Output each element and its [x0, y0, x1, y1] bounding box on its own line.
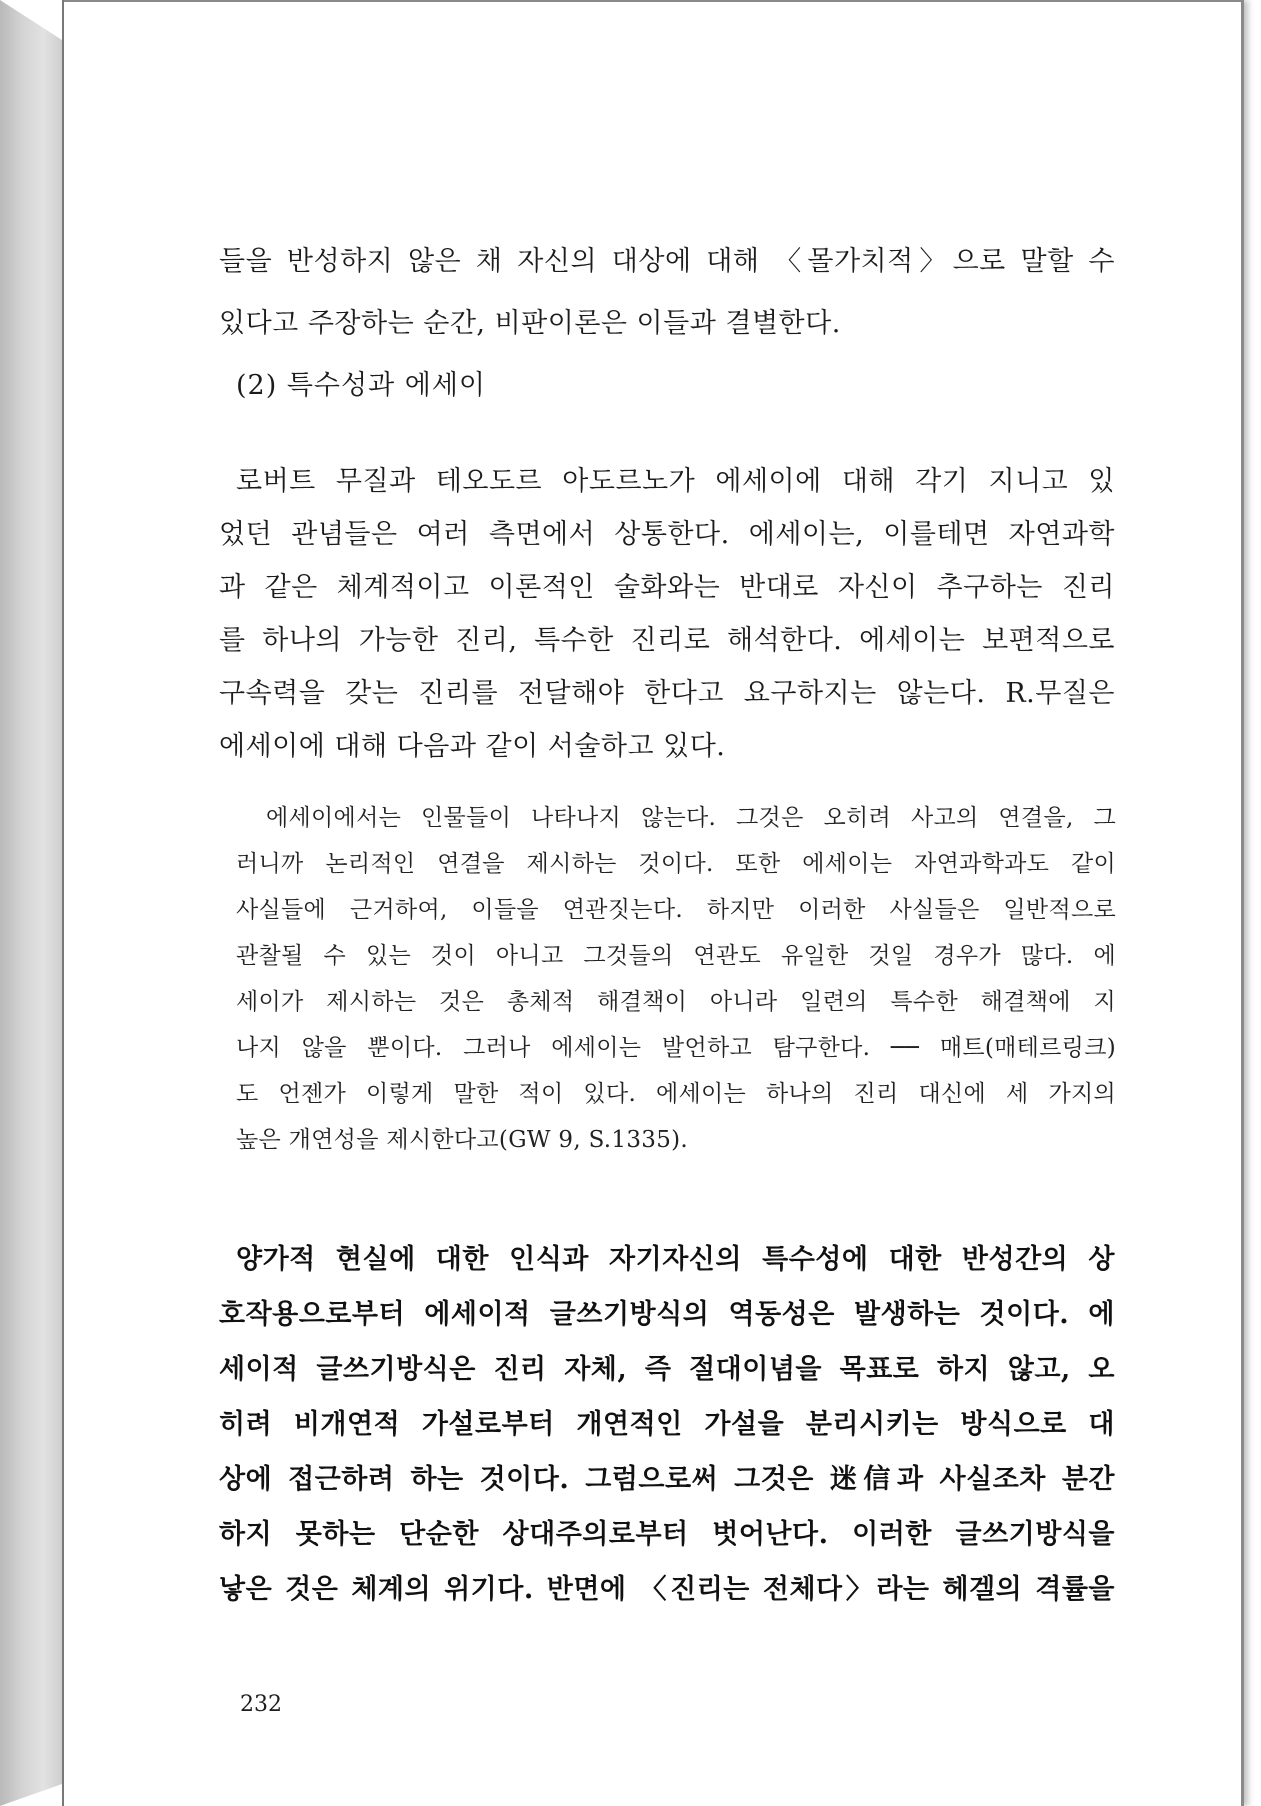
main-paragraph [219, 455, 1115, 773]
section-heading: (2) 특수성과 에세이 [236, 370, 486, 401]
text-line: 세이적 글쓰기방식은 진리 자체, 즉 절대이념을 목표로 하지 않고, 오 [219, 1354, 1115, 1385]
quote-line: 세이가 제시하는 것은 총체적 해결책이 아니라 일련의 특수한 해결책에 지 [236, 989, 1116, 1015]
quote-line: 나지 않을 뿐이다. 그러나 에세이는 발언하고 탐구한다. ── 매트(매테르링크) [236, 1035, 1116, 1061]
text-line: 상에 접근하려 하는 것이다. 그럼으로써 그것은 迷信과 사실조차 분간 [219, 1464, 1115, 1495]
quote-line: 러니까 논리적인 연결을 제시하는 것이다. 또한 에세이는 자연과학과도 같이 [236, 851, 1116, 877]
quote-line: 사실들에 근거하여, 이들을 연관짓는다. 하지만 이러한 사실들은 일반적으로 [236, 897, 1116, 923]
quote-line: 도 언젠가 이렇게 말한 적이 있다. 에세이는 하나의 진리 대신에 세 가지의 [236, 1081, 1116, 1107]
quote-line: 에세이에서는 인물들이 나타나지 않는다. 그것은 오히려 사고의 연결을, 그 [266, 805, 1116, 831]
intro-paragraph [219, 231, 1115, 355]
text-line: 양가적 현실에 대한 인식과 자기자신의 특수성에 대한 반성간의 상 [236, 1244, 1115, 1275]
text-line: 들을 반성하지 않은 채 자신의 대상에 대해 〈몰가치적〉으로 말할 수 [219, 246, 1115, 277]
text-line: 었던 관념들은 여러 측면에서 상통한다. 에세이는, 이를테면 자연과학 [219, 519, 1115, 550]
text-line: 낳은 것은 체계의 위기다. 반면에 〈진리는 전체다〉라는 헤겔의 격률을 [219, 1574, 1115, 1605]
text-line: 호작용으로부터 에세이적 글쓰기방식의 역동성은 발생하는 것이다. 에 [219, 1299, 1115, 1330]
quote-line: 관찰될 수 있는 것이 아니고 그것들의 연관도 유일한 것일 경우가 많다. 에 [236, 943, 1116, 969]
page-number: 232 [240, 1692, 282, 1717]
text-line: 에세이에 대해 다음과 같이 서술하고 있다. [219, 731, 726, 762]
book-edge-bottom-corner [0, 1784, 62, 1806]
text-line: 로버트 무질과 테오도르 아도르노가 에세이에 대해 각기 지니고 있 [236, 466, 1115, 497]
book-edge-top-corner [0, 0, 62, 40]
text-line: 하지 못하는 단순한 상대주의로부터 벗어난다. 이러한 글쓰기방식을 [219, 1519, 1115, 1550]
text-line: 과 같은 체계적이고 이론적인 술화와는 반대로 자신이 추구하는 진리 [219, 572, 1115, 603]
text-line: 를 하나의 가능한 진리, 특수한 진리로 해석한다. 에세이는 보편적으로 [219, 625, 1115, 656]
book-page-edges [0, 0, 62, 1806]
block-quote [236, 795, 1116, 1163]
quote-line: 높은 개연성을 제시한다고(GW 9, S.1335). [236, 1127, 689, 1153]
final-paragraph [219, 1232, 1115, 1617]
text-line: 있다고 주장하는 순간, 비판이론은 이들과 결별한다. [219, 308, 841, 339]
text-line: 구속력을 갖는 진리를 전달해야 한다고 요구하지는 않는다. R.무질은 [219, 678, 1115, 709]
text-line: 히려 비개연적 가설로부터 개연적인 가설을 분리시키는 방식으로 대 [219, 1409, 1115, 1440]
